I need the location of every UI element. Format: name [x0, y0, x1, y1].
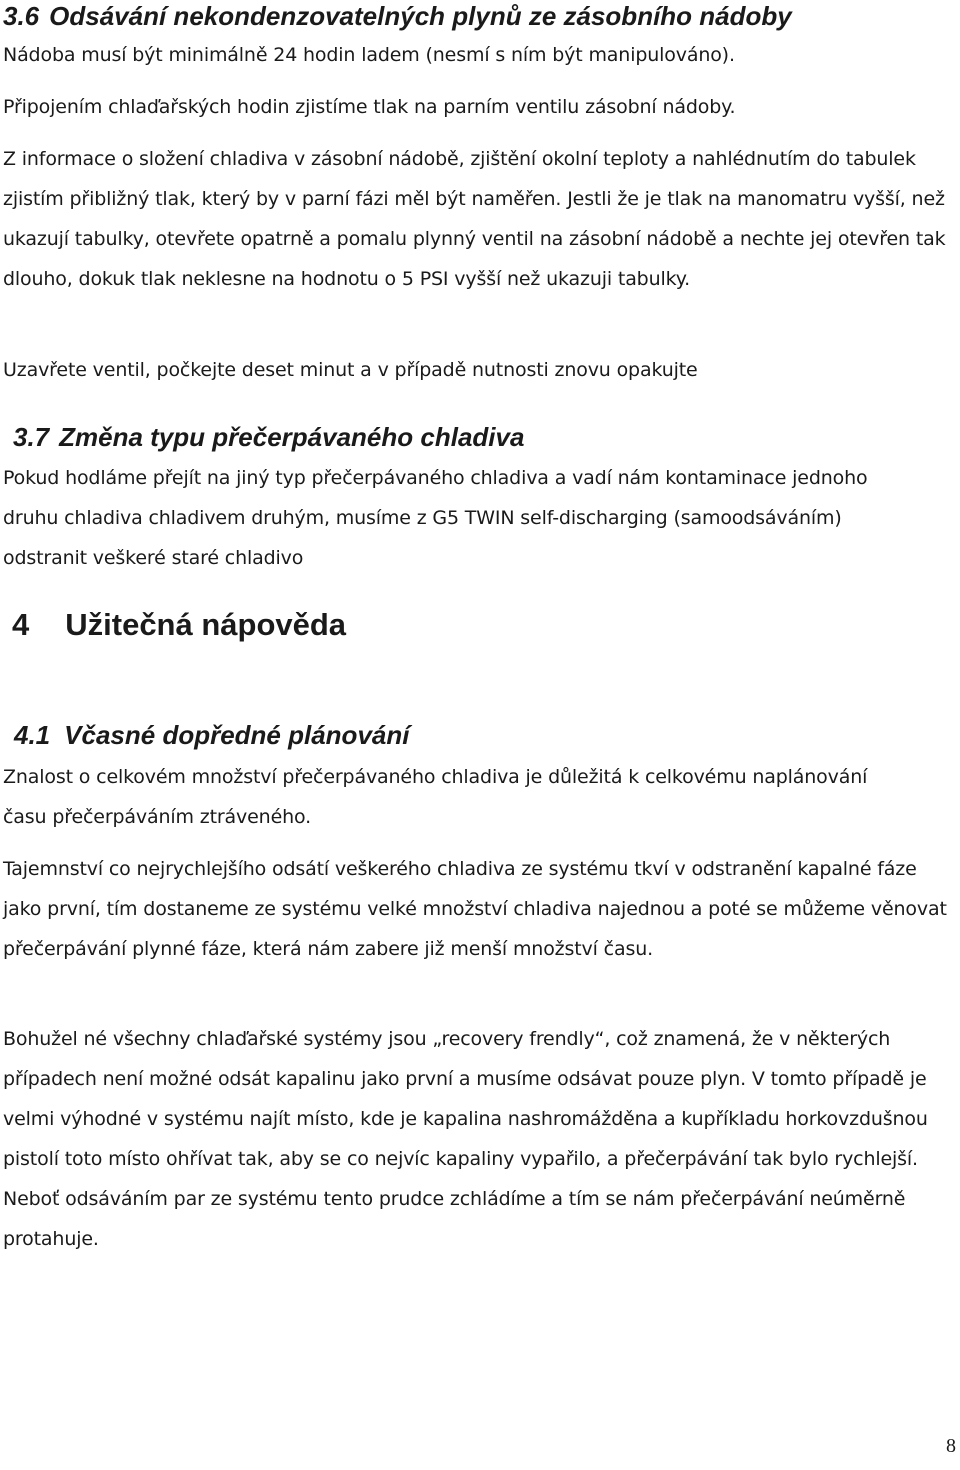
page-number: 8 [946, 1435, 956, 1457]
body-line: Připojením chlaďařských hodin zjistíme tlak na parním ventilu zásobní nádoby. [3, 96, 736, 118]
chapter-title: Užitečná nápověda [65, 607, 347, 642]
body-paragraph: Z informace o složení chladiva v zásobní nádobě, zjištění okolní teploty a nahlédnutím do tabulek zjistím přibližný tlak, který by v parní fázi měl být naměřen. Jestli že je tlak na manomatru vyšší, než ukazují tabulky, otevřete opatrně a pomalu plynný ventil na zásobní nádobě a nechte jej otevřen tak dlouho, dokuk tlak neklesne na hodnotu o 5 PSI vyšší než ukazuji tabulky. [3, 148, 946, 290]
section-number: 3.6 [3, 1, 40, 31]
section-title: Včasné dopředné plánování [64, 720, 410, 750]
section-heading-3-6 [3, 1, 792, 31]
chapter-number: 4 [12, 607, 30, 642]
body-paragraph: Bohužel né všechny chlaďařské systémy jsou „recovery frendly“, což znamená, že v některých případech není možné odsát kapalinu jako první a musíme odsávat pouze plyn. V tomto případě je velmi výhodné v systému najít místo, kde je kapalina nashromážděna a kupříkladu horkovzdušnou pistolí toto místo ohřívat tak, aby se co nejvíc kapaliny vypařilo, a přečerpávání tak bylo rychlejší. Neboť odsáváním par ze systému tento prudce zchládíme a tím se nám přečerpávání neúměrně protahuje. [3, 1028, 928, 1250]
body-line: Nádoba musí být minimálně 24 hodin ladem (nesmí s ním být manipulováno). [3, 44, 735, 66]
body-paragraph: Znalost o celkovém množství přečerpávaného chladiva je důležitá k celkovému naplánování času přečerpáváním ztráveného. [3, 766, 868, 828]
section-title: Změna typu přečerpávaného chladiva [59, 422, 525, 452]
section-heading-3-7 [13, 422, 524, 452]
chapter-heading-4 [12, 607, 346, 643]
section-number: 4.1 [14, 720, 51, 750]
body-paragraph: Tajemnství co nejrychlejšího odsátí veškerého chladiva ze systému tkví v odstranění kapalné fáze jako první, tím dostaneme ze systému velké množství chladiva najednou a poté se můžeme věnovat přečerpávání plynné fáze, která nám zabere již menší množství času. [3, 858, 947, 960]
body-paragraph: Pokud hodláme přejít na jiný typ přečerpávaného chladiva a vadí nám kontaminace jednoho druhu chladiva chladivem druhým, musíme z G5 TWIN self-discharging (samoodsáváním) odstranit veškeré staré chladivo [3, 467, 868, 569]
section-number: 3.7 [13, 422, 50, 452]
section-title: Odsávání nekondenzovatelných plynů ze zásobního nádoby [49, 1, 792, 31]
section-heading-4-1 [14, 720, 409, 750]
body-paragraph: Uzavřete ventil, počkejte deset minut a v případě nutnosti znovu opakujte [3, 359, 698, 381]
